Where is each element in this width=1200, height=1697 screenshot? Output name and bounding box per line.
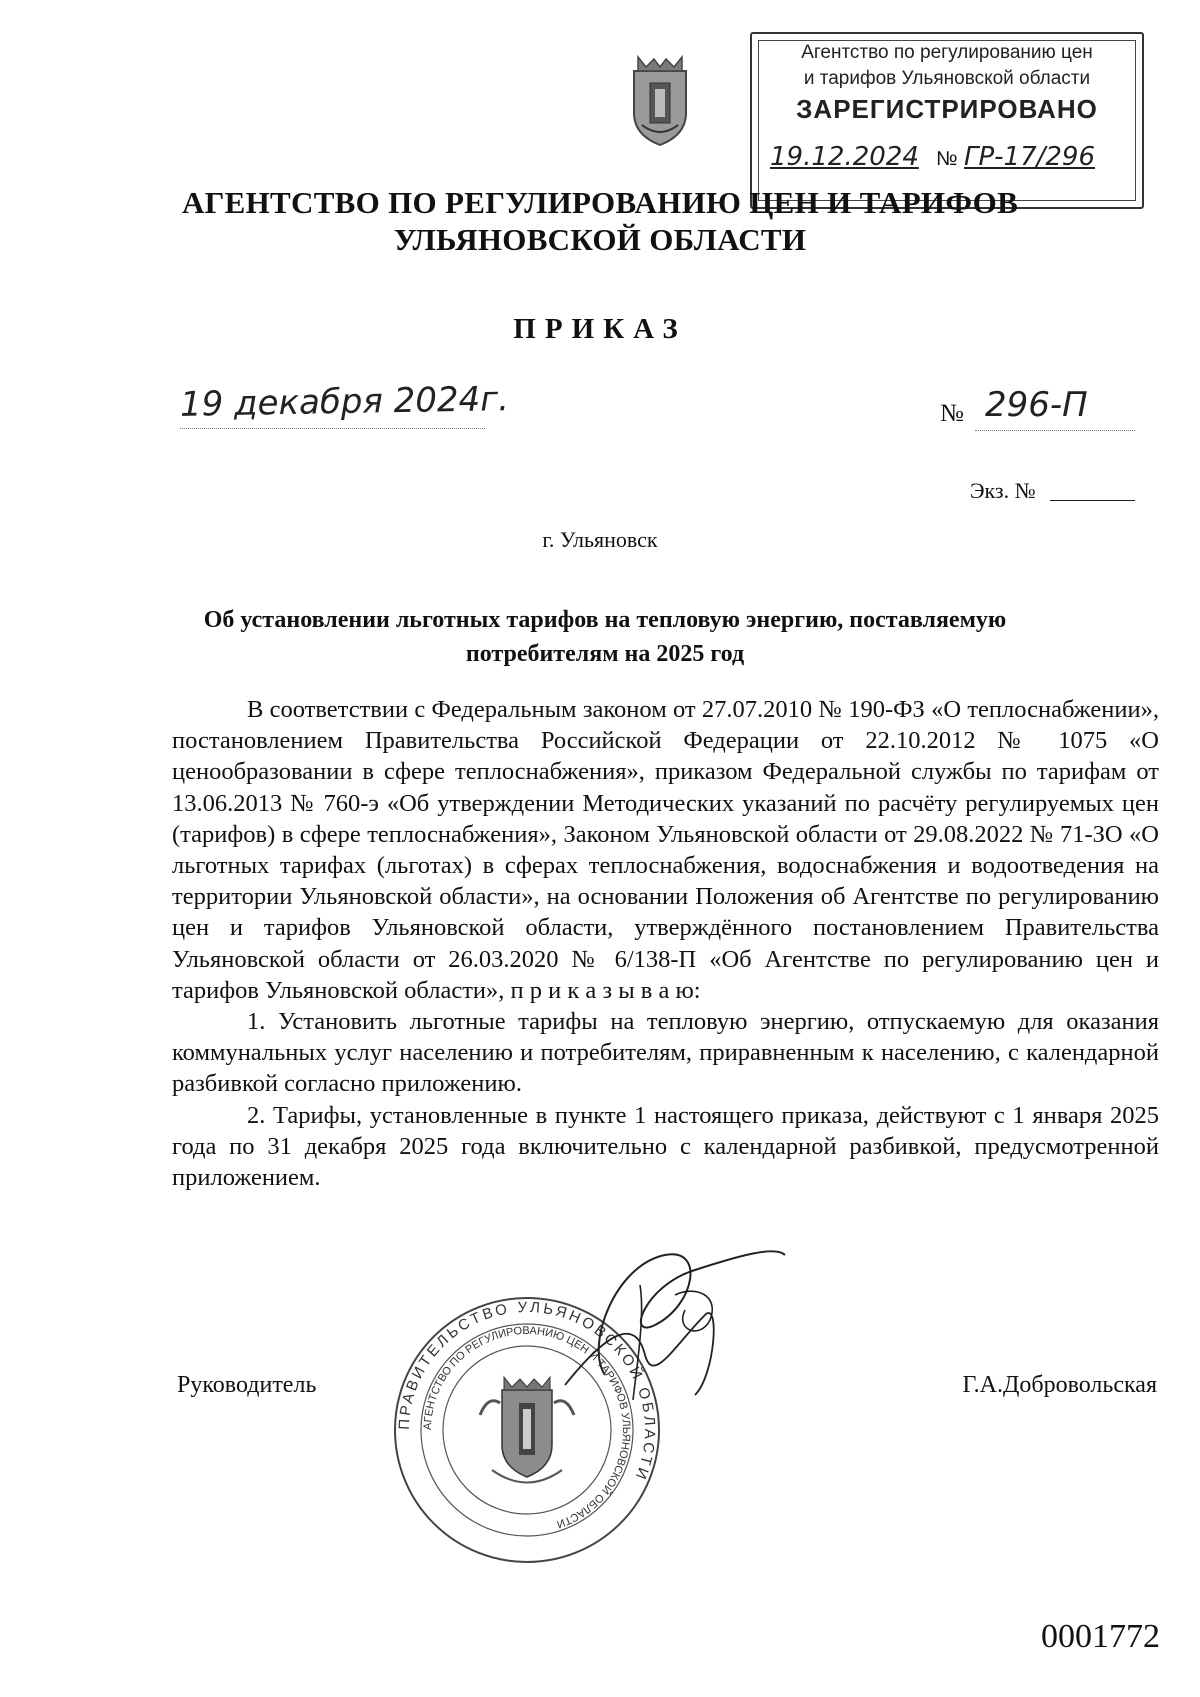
registration-stamp (750, 32, 1144, 209)
order-date-handwritten: 19 декабря 2024г. (179, 379, 510, 425)
agency-name-line-2: УЛЬЯНОВСКОЙ ОБЛАСТИ (393, 222, 807, 257)
stamp-registered: ЗАРЕГИСТРИРОВАНО (796, 94, 1098, 124)
stamp-date-handwritten: 19.12.2024 (770, 142, 919, 172)
subject-line-2: потребителям на 2025 год (465, 641, 745, 667)
order-number-label: № (940, 400, 964, 427)
agency-name-line-1: АГЕНТСТВО ПО РЕГУЛИРОВАНИЮ ЦЕН И ТАРИФОВ (181, 185, 1019, 220)
stamp-number-label: № (936, 148, 958, 170)
document-serial-number: 0001772 (1041, 1618, 1160, 1655)
copy-number-blank (1050, 500, 1135, 501)
coat-of-arms-icon (628, 55, 692, 147)
order-title: ПРИКАЗ (513, 313, 687, 345)
signer-position: Руководитель (177, 1372, 317, 1398)
order-item-1: 1. Установить льготные тарифы на тепловую энергию, отпускаемую для оказания коммунальных услуг населению и потребителям, приравненным к населению, с календарной разбивкой согласно приложению. (172, 1008, 1159, 1098)
preamble-text: В соответствии с Федеральным законом от 27.07.2010 № 190-ФЗ «О теплоснабжении», постановлением Правительства Российской Федерации от 22.10.2012 № 1075 «О ценообразовании в сфере теплоснабжения», приказом Федеральной службы по тарифам от 13.06.2013 № 760-э «Об утверждении Методических указаний по расчёту регулируемых цен (тарифов) в сфере теплоснабжения», Законом Ульяновской области от 29.08.2022 № 71-ЗО «О льготных тарифах (льготах) в сферах теплоснабжения, водоснабжения и водоотведения на территории Ульяновской области», на основании Положения об Агентстве по регулированию цен и тарифов Ульяновской области, утверждённого постановлением Правительства Ульяновской области от 26.03.2020 № 6/138-П «Об Агентстве по регулированию цен и тарифов Ульяновской области», (172, 696, 1159, 1004)
stamp-line-2: и тарифов Ульяновской области (803, 68, 1091, 89)
signer-name: Г.А.Добровольская (962, 1372, 1157, 1398)
copy-number-label: Экз. № (970, 478, 1036, 503)
order-date-underline (180, 428, 485, 429)
order-body (172, 694, 1159, 1193)
order-number-handwritten: 296-П (985, 385, 1088, 425)
preamble-paragraph (172, 694, 1159, 1006)
order-word: п р и к а з ы в а ю: (510, 976, 701, 1004)
stamp-number-handwritten: ГР-17/296 (964, 142, 1096, 172)
seal-inner-text: АГЕНТСТВО ПО РЕГУЛИРОВАНИЮ ЦЕН И ТАРИФОВ УЛЬЯНОВСКОЙ ОБЛАСТИ (421, 1324, 633, 1531)
order-number-underline (975, 430, 1135, 431)
stamp-line-1: Агентство по регулированию цен (801, 42, 1093, 63)
order-item-2: 2. Тарифы, установленные в пункте 1 настоящего приказа, действуют с 1 января 2025 года по 31 декабря 2025 года включительно с календарной разбивкой, предусмотренной приложением. (172, 1101, 1159, 1192)
order-subject (165, 603, 1045, 671)
handwritten-signature (545, 1225, 795, 1405)
city-name: г. Ульяновск (542, 527, 658, 552)
seal-outer-text: ПРАВИТЕЛЬСТВО УЛЬЯНОВСКОЙ ОБЛАСТИ (395, 1298, 659, 1485)
stamp-registration-fields (764, 142, 1114, 182)
subject-line-1: Об установлении льготных тарифов на тепловую энергию, поставляемую (203, 607, 1007, 633)
